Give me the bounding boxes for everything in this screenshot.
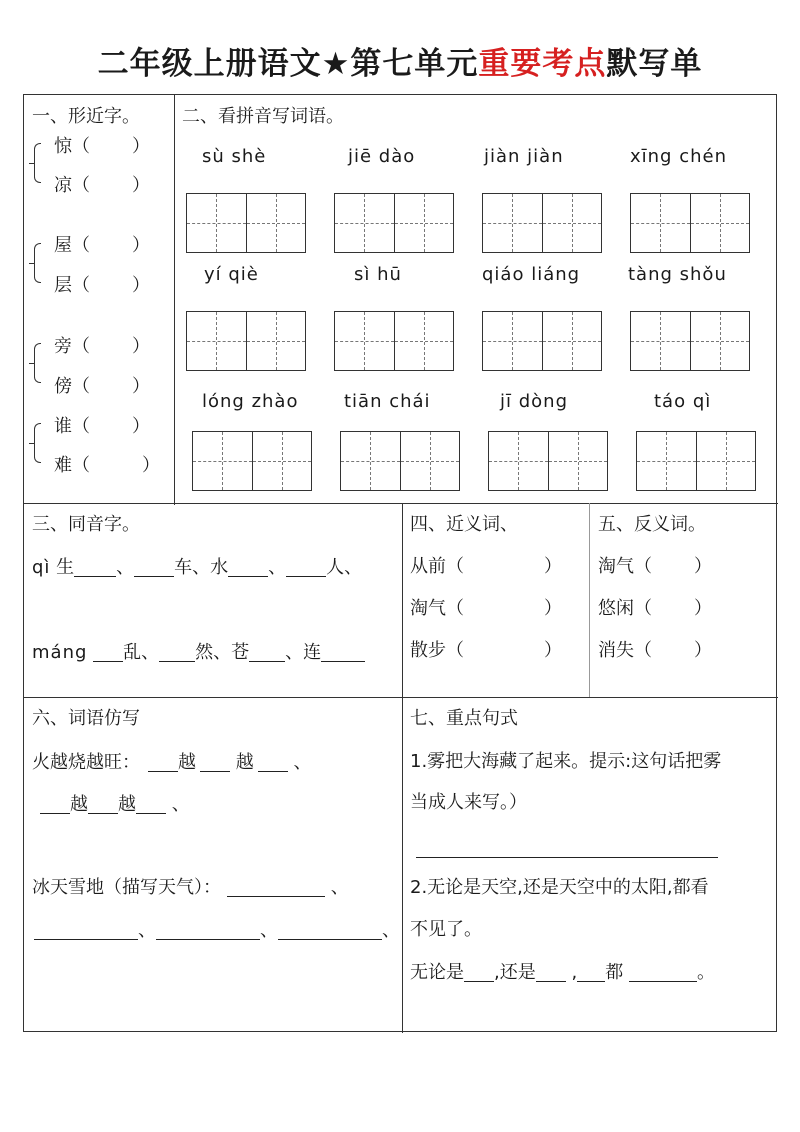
tianzige-1[interactable] xyxy=(186,193,306,253)
brace-3 xyxy=(34,343,41,383)
page-title xyxy=(0,38,800,83)
s7-q1-line1: 1.雾把大海藏了起来。提示:这句话把雾 xyxy=(410,751,722,772)
pinyin-10: tiān chái xyxy=(344,391,431,412)
s4-item-1: 从前（ ） xyxy=(410,556,562,577)
pinyin-11: jī dòng xyxy=(500,391,568,412)
s1-char-2: 凉（ ） xyxy=(54,175,150,196)
worksheet-grid xyxy=(23,94,777,1032)
s6-line-3: 冰天雪地（描写天气）： 、 xyxy=(32,877,349,898)
divider-row2 xyxy=(24,697,778,698)
divider-s1-s2 xyxy=(174,95,175,505)
blank[interactable] xyxy=(159,643,195,662)
brace-4 xyxy=(34,423,41,463)
tianzige-10[interactable] xyxy=(340,431,460,491)
s1-char-6: 傍（ ） xyxy=(54,376,150,397)
divider-s4-s5 xyxy=(589,503,590,697)
s7-q2-pattern: 无论是 ,还是 , 都 。 xyxy=(410,962,715,983)
tianzige-5[interactable] xyxy=(186,311,306,371)
s4-heading: 四、近义词、 xyxy=(410,514,518,535)
tianzige-4[interactable] xyxy=(630,193,750,253)
s1-char-1: 惊（ ） xyxy=(54,136,150,157)
divider-row1 xyxy=(24,503,778,504)
title-main: 二年级上册语文★第七单元 xyxy=(97,46,479,82)
blank[interactable] xyxy=(148,753,178,772)
pinyin-9: lóng zhào xyxy=(202,391,299,412)
blank[interactable] xyxy=(34,921,138,940)
pinyin-8: tàng shǒu xyxy=(628,264,727,285)
s1-heading: 一、形近字。 xyxy=(32,106,140,127)
blank[interactable] xyxy=(74,558,116,577)
s5-item-3: 消失（ ） xyxy=(598,640,712,661)
blank[interactable] xyxy=(258,753,288,772)
s5-item-1: 淘气（ ） xyxy=(598,556,712,577)
s2-heading: 二、看拼音写词语。 xyxy=(182,106,344,127)
pinyin-7: qiáo liáng xyxy=(482,264,581,285)
blank[interactable] xyxy=(278,921,382,940)
tianzige-8[interactable] xyxy=(630,311,750,371)
tianzige-2[interactable] xyxy=(334,193,454,253)
blank[interactable] xyxy=(464,963,494,982)
pinyin-4: xīng chén xyxy=(630,146,727,167)
divider-middle xyxy=(402,503,403,1033)
blank[interactable] xyxy=(134,558,174,577)
s6-line-4: 、 、 、 xyxy=(34,921,400,940)
s3-heading: 三、同音字。 xyxy=(32,514,140,535)
blank[interactable] xyxy=(286,558,326,577)
title-suffix: 默写单 xyxy=(606,46,703,82)
tianzige-12[interactable] xyxy=(636,431,756,491)
s7-q1-line2: 当成人来写。） xyxy=(410,792,527,813)
tianzige-9[interactable] xyxy=(192,431,312,491)
s3-row-mang: máng 乱、 然、苍 、连 xyxy=(32,643,365,662)
title-highlight: 重要考点 xyxy=(478,46,607,82)
blank[interactable] xyxy=(88,795,118,814)
s4-item-3: 散步（ ） xyxy=(410,640,562,661)
blank[interactable] xyxy=(536,963,566,982)
s1-char-8: 难（ ） xyxy=(54,455,160,476)
s1-char-5: 旁（ ） xyxy=(54,336,150,357)
s3-row-qi: qì 生 、 车、水 、 人、 xyxy=(32,557,363,578)
blank[interactable] xyxy=(577,963,605,982)
s7-q1-answer-line[interactable] xyxy=(416,857,718,858)
blank[interactable] xyxy=(321,643,365,662)
s7-heading: 七、重点句式 xyxy=(410,708,518,729)
s5-item-2: 悠闲（ ） xyxy=(598,598,712,619)
pinyin-1: sù shè xyxy=(202,146,267,167)
s5-heading: 五、反义词。 xyxy=(598,514,706,535)
blank[interactable] xyxy=(629,963,697,982)
pinyin-12: táo qì xyxy=(654,391,712,412)
tianzige-6[interactable] xyxy=(334,311,454,371)
blank[interactable] xyxy=(156,921,260,940)
pinyin-3: jiàn jiàn xyxy=(484,146,564,167)
pinyin-6: sì hū xyxy=(354,264,402,285)
s7-q2-line1: 2.无论是天空,还是天空中的太阳,都看 xyxy=(410,877,709,898)
blank[interactable] xyxy=(93,643,123,662)
blank[interactable] xyxy=(249,643,285,662)
s7-q2-line2: 不见了。 xyxy=(410,919,482,940)
tianzige-7[interactable] xyxy=(482,311,602,371)
s4-item-2: 淘气（ ） xyxy=(410,598,562,619)
blank[interactable] xyxy=(227,878,325,897)
tianzige-11[interactable] xyxy=(488,431,608,491)
pinyin-2: jiē dào xyxy=(348,146,416,167)
s6-line-1: 火越烧越旺： 越 越 、 xyxy=(32,752,312,773)
brace-2 xyxy=(34,243,41,283)
tianzige-3[interactable] xyxy=(482,193,602,253)
brace-1 xyxy=(34,143,41,183)
s1-char-4: 层（ ） xyxy=(54,275,150,296)
s6-line-2: 越 越 、 xyxy=(40,795,190,814)
blank[interactable] xyxy=(40,795,70,814)
pinyin-5: yí qiè xyxy=(204,264,259,285)
s1-char-7: 谁（ ） xyxy=(54,416,150,437)
s1-char-3: 屋（ ） xyxy=(54,235,150,256)
blank[interactable] xyxy=(228,558,268,577)
blank[interactable] xyxy=(136,795,166,814)
blank[interactable] xyxy=(200,753,230,772)
s6-heading: 六、词语仿写 xyxy=(32,708,140,729)
